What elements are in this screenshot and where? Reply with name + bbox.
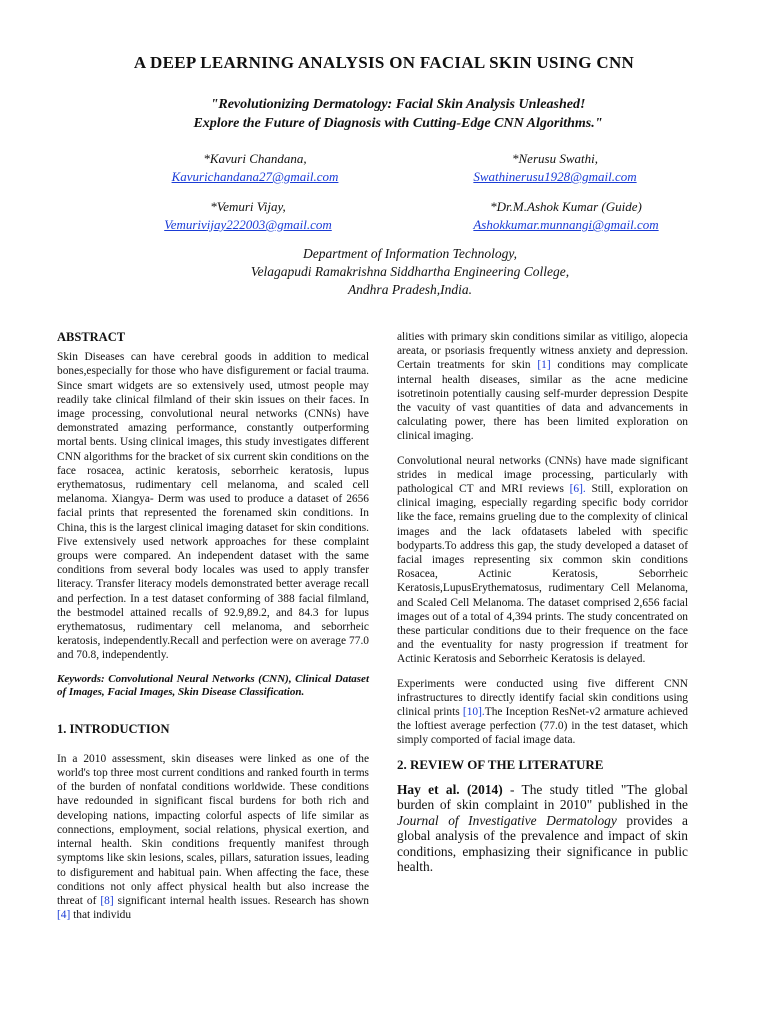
author-name: *Kavuri Chandana, [203,151,307,166]
intro-text: In a 2010 assessment, skin diseases were linked as one of the world's top three most current conditions and ranked fourth in terms of the burden of nonfatal conditions worldwide. These conditions have redounded in significant fiscal burdens for both rich and developing nations, impacting colorful aspects of life similar as connections, employment, social relations, physical exertion, and internal health. Skin conditions frequently manifest through symptoms like skin lesions, scales, pillars, saturation issues, leading to disfigurement and habitual pain. When affecting the face, these conditions not only affect physical health but also increase the threat of [57,752,369,907]
abstract-heading: ABSTRACT [57,330,126,344]
citation-link[interactable]: [10]. [462,706,485,719]
introduction-paragraph-2 [397,330,688,444]
author-name: *Vemuri Vijay, [210,199,286,214]
literature-text: - The study titled "The global burden of skin complaint in 2010" published in the [397,781,688,813]
tagline-line-1: "Revolutionizing Dermatology: Facial Skin Analysis Unleashed! [210,97,586,112]
author-email-link[interactable]: Vemurivijay222003@gmail.com [164,217,332,232]
left-column [57,330,369,932]
affiliation-location: Andhra Pradesh,India. [347,282,473,297]
literature-text: provides a global analysis of the prevalence and impact of skin conditions, emphasizing their significance in public health. [397,812,689,875]
author-email-link[interactable]: Kavurichandana27@gmail.com [171,169,339,184]
author-email-link[interactable]: Ashokkumar.munnangi@gmail.com [473,217,659,232]
author-name: *Dr.M.Ashok Kumar (Guide) [490,199,642,214]
paper-title: A DEEP LEARNING ANALYSIS ON FACIAL SKIN USING CNN [133,53,635,72]
paper-tagline [0,95,768,133]
introduction-heading: 1. INTRODUCTION [57,721,170,736]
author-name: *Nerusu Swathi, [512,151,598,166]
intro-text: The Inception ResNet-v2 armature achieved the loftiest average perfection (77.0) in the test dataset, which simply comported of facial image data. [397,706,688,747]
right-column [397,330,688,885]
literature-author: Hay et al. (2014) [397,781,503,797]
literature-journal: Journal of Investigative Dermatology [397,812,617,828]
literature-heading: 2. REVIEW OF THE LITERATURE [397,756,604,772]
affiliation-college: Velagapudi Ramakrishna Siddhartha Engineering College, [250,264,570,279]
affiliation-department: Department of Information Technology, [303,246,517,261]
citation-link[interactable]: [1] [537,359,551,372]
intro-text: that individu [70,909,132,922]
introduction-paragraph-1 [57,752,369,922]
introduction-paragraph-3 [397,454,688,667]
citation-link[interactable]: [6]. [569,483,586,496]
citation-link[interactable]: [8] [100,894,114,907]
keywords: Keywords: Convolutional Neural Networks (CNN), Clinical Dataset of Images, Facial Images, Skin Disease Classification. [57,672,369,699]
intro-text: Experiments were conducted using five different CNN infrastructures to directly identify facial skin conditions using clinical prints [397,677,688,719]
author-block-4 [426,198,706,234]
literature-paragraph-1 [397,782,688,875]
author-block-2 [425,150,685,186]
abstract-text: Skin Diseases can have cerebral goods in addition to medical bones,especially for those who have disfigurement or facial trauma. Since smart widgets are so extensively used, utmost people may readily take clinical filmland of their skin issues on their faces. In image processing, convolutional neural networks (CNNs) have demonstrated amazing performance, constantly outperforming mortal bents. Using clinical images, this study investigates different CNN algorithms for the bracket of six current skin conditions on the face rosacea, actinic keratosis, seborrheic keratosis, lupus erythematosus, rudimentary cell melanoma, and scaled cell melanoma. Xiangya- Derm was used to produce a dataset of 2656 facial prints that represented the forenamed skin conditions. In China, this is the largest clinical imaging dataset for skin conditions. Five extensively used network approaches for these complaint groups were compared. An independent dataset with the same conditions from several body locales was used to apply transfer literacy. Transfer literacy models demonstrated better average recall and perfection. In a test dataset conforming of 388 facial filmland, the bestmodel attained recalls of 92.9,89.2, and 84.3 for lupus erythematosus, rudimentary cell melanoma, and seborrheic keratosis, independently.Recall and perfection were on average 77.0 and 70.8, independently. [57,351,369,662]
author-email-link[interactable]: Swathinerusu1928@gmail.com [473,169,637,184]
intro-text: Still, exploration on clinical imaging, especially regarding specific body corridor like the face, remains grueling due to the complexity of clinical images and the lack ofdatasets labeled with specific bodyparts.To address this gap, the study developed a dataset of facial images representing six common skin conditions Rosacea, Actinic Keratosis, Seborrheic Keratosis,LupusErythematosus, rudimentary Cell Melanoma, and Scaled Cell Melanoma. The dataset comprised 2,656 facial images out of a total of 4,394 prints. The study concentrated on these particular conditions due to their frequence on the face and the eventuality for nasty progression if treatment for Actinic Keratosis and Seborrheic Keratosis is delayed. [397,483,688,666]
affiliation [0,245,768,299]
intro-text: Convolutional neural networks (CNNs) have made significant strides in medical image processing, particularly with pathological CT and MRI reviews [397,454,688,496]
author-block-3 [118,198,378,234]
intro-text: significant internal health issues. Research has shown [113,894,369,907]
intro-text: conditions may complicate internal health diseases, similar as the acne medicine isotretinoin potentially causing self-murder depression Despite the vacuity of vast quantities of data and advancements in calculating power, there has been limited exploration on clinical imaging. [397,359,688,443]
intro-text: alities with primary skin conditions similar as vitiligo, alopecia areata, or psoriasis frequently witness anxiety and depression. Certain treatments for skin [397,331,688,372]
author-block-1 [125,150,385,186]
citation-link[interactable]: [4] [57,909,71,922]
introduction-paragraph-4 [397,677,688,748]
tagline-line-2: Explore the Future of Diagnosis with Cutting-Edge CNN Algorithms." [193,116,603,131]
